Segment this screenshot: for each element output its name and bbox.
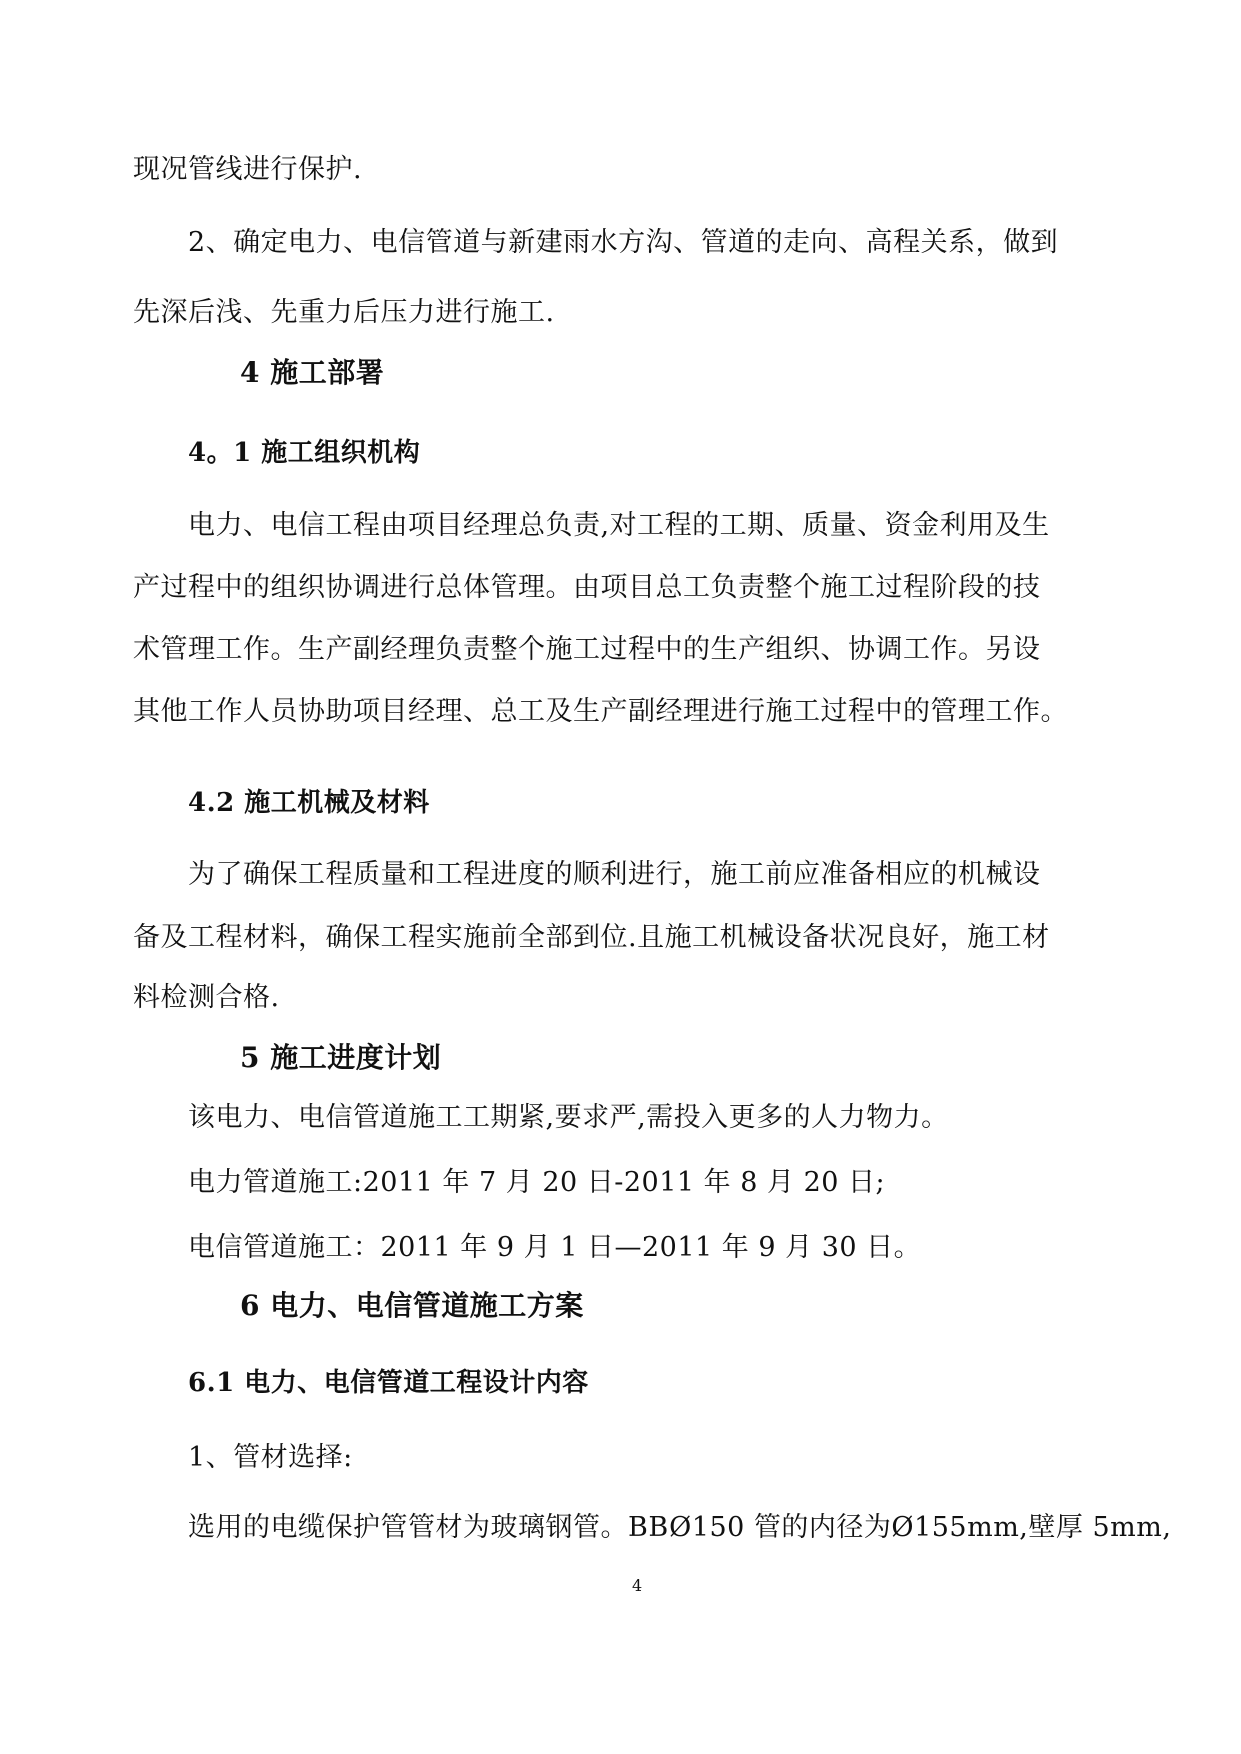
paragraph-line: 术管理工作。生产副经理负责整个施工过程中的生产组织、协调工作。另设: [133, 634, 1041, 665]
paragraph-line: 先深后浅、先重力后压力进行施工.: [133, 297, 555, 328]
paragraph-line: 备及工程材料，确保工程实施前全部到位.且施工机械设备状况良好，施工材: [133, 922, 1050, 953]
subsection-heading-6-1: 6.1 电力、电信管道工程设计内容: [188, 1368, 589, 1398]
paragraph-line: 电信管道施工：2011 年 9 月 1 日—2011 年 9 月 30 日。: [188, 1232, 922, 1263]
paragraph-line: 料检测合格.: [133, 982, 280, 1013]
paragraph-line: 2、确定电力、电信管道与新建雨水方沟、管道的走向、高程关系，做到: [188, 227, 1059, 258]
paragraph-line: 该电力、电信管道施工工期紧,要求严,需投入更多的人力物力。: [188, 1102, 949, 1133]
paragraph-line: 电力、电信工程由项目经理总负责,对工程的工期、质量、资金利用及生: [188, 510, 1050, 541]
paragraph-line: 其他工作人员协助项目经理、总工及生产副经理进行施工过程中的管理工作。: [133, 696, 1068, 727]
paragraph-line: 为了确保工程质量和工程进度的顺利进行，施工前应准备相应的机械设: [188, 859, 1041, 890]
section-heading-4: 4 施工部署: [240, 356, 385, 389]
paragraph-line: 1、管材选择:: [188, 1442, 353, 1473]
subsection-heading-4-1: 4。1 施工组织机构: [188, 438, 421, 468]
subsection-heading-4-2: 4.2 施工机械及材料: [188, 788, 430, 818]
section-heading-6: 6 电力、电信管道施工方案: [240, 1289, 584, 1322]
section-heading-5: 5 施工进度计划: [240, 1041, 442, 1074]
paragraph-line: 电力管道施工:2011 年 7 月 20 日-2011 年 8 月 20 日;: [188, 1167, 886, 1198]
paragraph-line: 选用的电缆保护管管材为玻璃钢管。BBØ150 管的内径为Ø155mm,壁厚 5mm,: [188, 1512, 1172, 1543]
page-number: 4: [632, 1576, 643, 1595]
paragraph-line: 产过程中的组织协调进行总体管理。由项目总工负责整个施工过程阶段的技: [133, 572, 1041, 603]
paragraph-line: 现况管线进行保护.: [133, 154, 363, 185]
